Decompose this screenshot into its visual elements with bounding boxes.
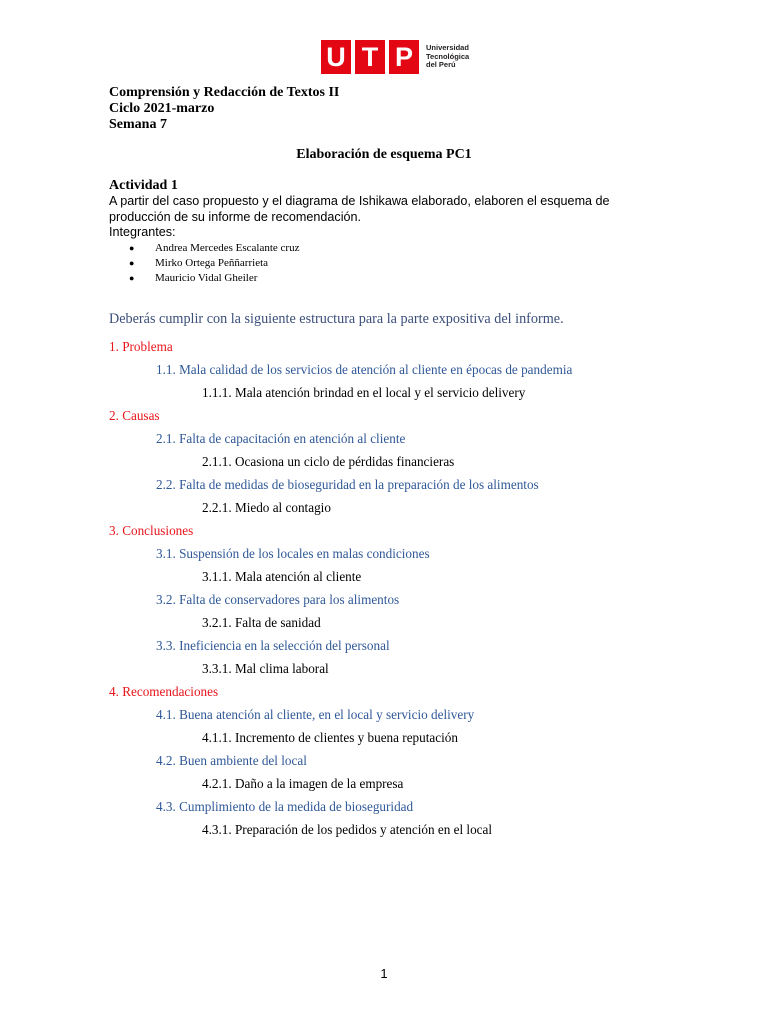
outline-item: 3.2.1. Falta de sanidad bbox=[202, 615, 321, 630]
member-name: Andrea Mercedes Escalante cruz bbox=[155, 242, 300, 254]
member-name: Mirko Ortega Peññarrieta bbox=[155, 257, 269, 269]
outline-item: 3.3.1. Mal clima laboral bbox=[202, 661, 329, 676]
outline-item: 2.2.1. Miedo al contagio bbox=[202, 500, 331, 515]
outline-item: 4.1.1. Incremento de clientes y buena reputación bbox=[202, 730, 458, 745]
logo-text-line: Universidad bbox=[426, 43, 469, 53]
activity-description: A partir del caso propuesto y el diagrama de Ishikawa elaborado, elaboren el esquema de producción de su informe de recomendación. bbox=[109, 194, 610, 224]
course-name: Comprensión y Redacción de Textos II bbox=[109, 85, 340, 100]
utp-logo bbox=[321, 40, 469, 74]
outline-subheading: 4.1. Buena atención al cliente, en el local y servicio delivery bbox=[156, 707, 475, 722]
members-list bbox=[129, 241, 299, 286]
page-number: 1 bbox=[380, 966, 388, 981]
week-label: Semana 7 bbox=[109, 117, 167, 132]
outline-subheading: 3.2. Falta de conservadores para los alimentos bbox=[156, 592, 400, 607]
outline-subheading: 1.1. Mala calidad de los servicios de atención al cliente en épocas de pandemia bbox=[156, 362, 573, 377]
outline-subheading: 4.2. Buen ambiente del local bbox=[156, 753, 307, 768]
logo-letter-u: U bbox=[321, 40, 351, 74]
outline-heading: 2. Causas bbox=[109, 408, 160, 423]
outline-subheading: 2.1. Falta de capacitación en atención al cliente bbox=[156, 431, 406, 446]
outline-subheading: 3.3. Ineficiencia en la selección del personal bbox=[156, 638, 390, 653]
logo-text-line: del Perú bbox=[426, 60, 456, 70]
bullet-icon: ● bbox=[129, 273, 135, 283]
outline-heading: 1. Problema bbox=[109, 339, 173, 354]
list-item bbox=[129, 241, 299, 256]
utp-logo-mark bbox=[321, 40, 419, 74]
list-item bbox=[129, 271, 299, 286]
outline-item: 4.3.1. Preparación de los pedidos y atención en el local bbox=[202, 822, 493, 837]
activity-title: Actividad 1 bbox=[109, 178, 178, 193]
document-title: Elaboración de esquema PC1 bbox=[296, 147, 472, 162]
outline-item: 2.1.1. Ocasiona un ciclo de pérdidas financieras bbox=[202, 454, 455, 469]
outline-subheading: 4.3. Cumplimiento de la medida de bioseguridad bbox=[156, 799, 414, 814]
list-item bbox=[129, 256, 299, 271]
outline-heading: 4. Recomendaciones bbox=[109, 684, 219, 699]
outline-heading: 3. Conclusiones bbox=[109, 523, 194, 538]
cycle-label: Ciclo 2021-marzo bbox=[109, 101, 215, 116]
outline-item: 3.1.1. Mala atención al cliente bbox=[202, 569, 362, 584]
members-label: Integrantes: bbox=[109, 225, 176, 239]
logo-letter-t: T bbox=[355, 40, 385, 74]
member-name: Mauricio Vidal Gheiler bbox=[155, 272, 258, 284]
logo-text-line: Tecnológica bbox=[426, 51, 470, 61]
structure-intro: Deberás cumplir con la siguiente estructura para la parte expositiva del informe. bbox=[109, 311, 564, 327]
outline-subheading: 3.1. Suspensión de los locales en malas condiciones bbox=[156, 546, 430, 561]
bullet-icon: ● bbox=[129, 243, 135, 253]
logo-letter-p: P bbox=[389, 40, 419, 74]
outline-item: 4.2.1. Daño a la imagen de la empresa bbox=[202, 776, 404, 791]
bullet-icon: ● bbox=[129, 258, 135, 268]
logo-wordmark bbox=[426, 44, 469, 70]
outline-item: 1.1.1. Mala atención brindad en el local y el servicio delivery bbox=[202, 385, 526, 400]
outline-subheading: 2.2. Falta de medidas de bioseguridad en la preparación de los alimentos bbox=[156, 477, 539, 492]
